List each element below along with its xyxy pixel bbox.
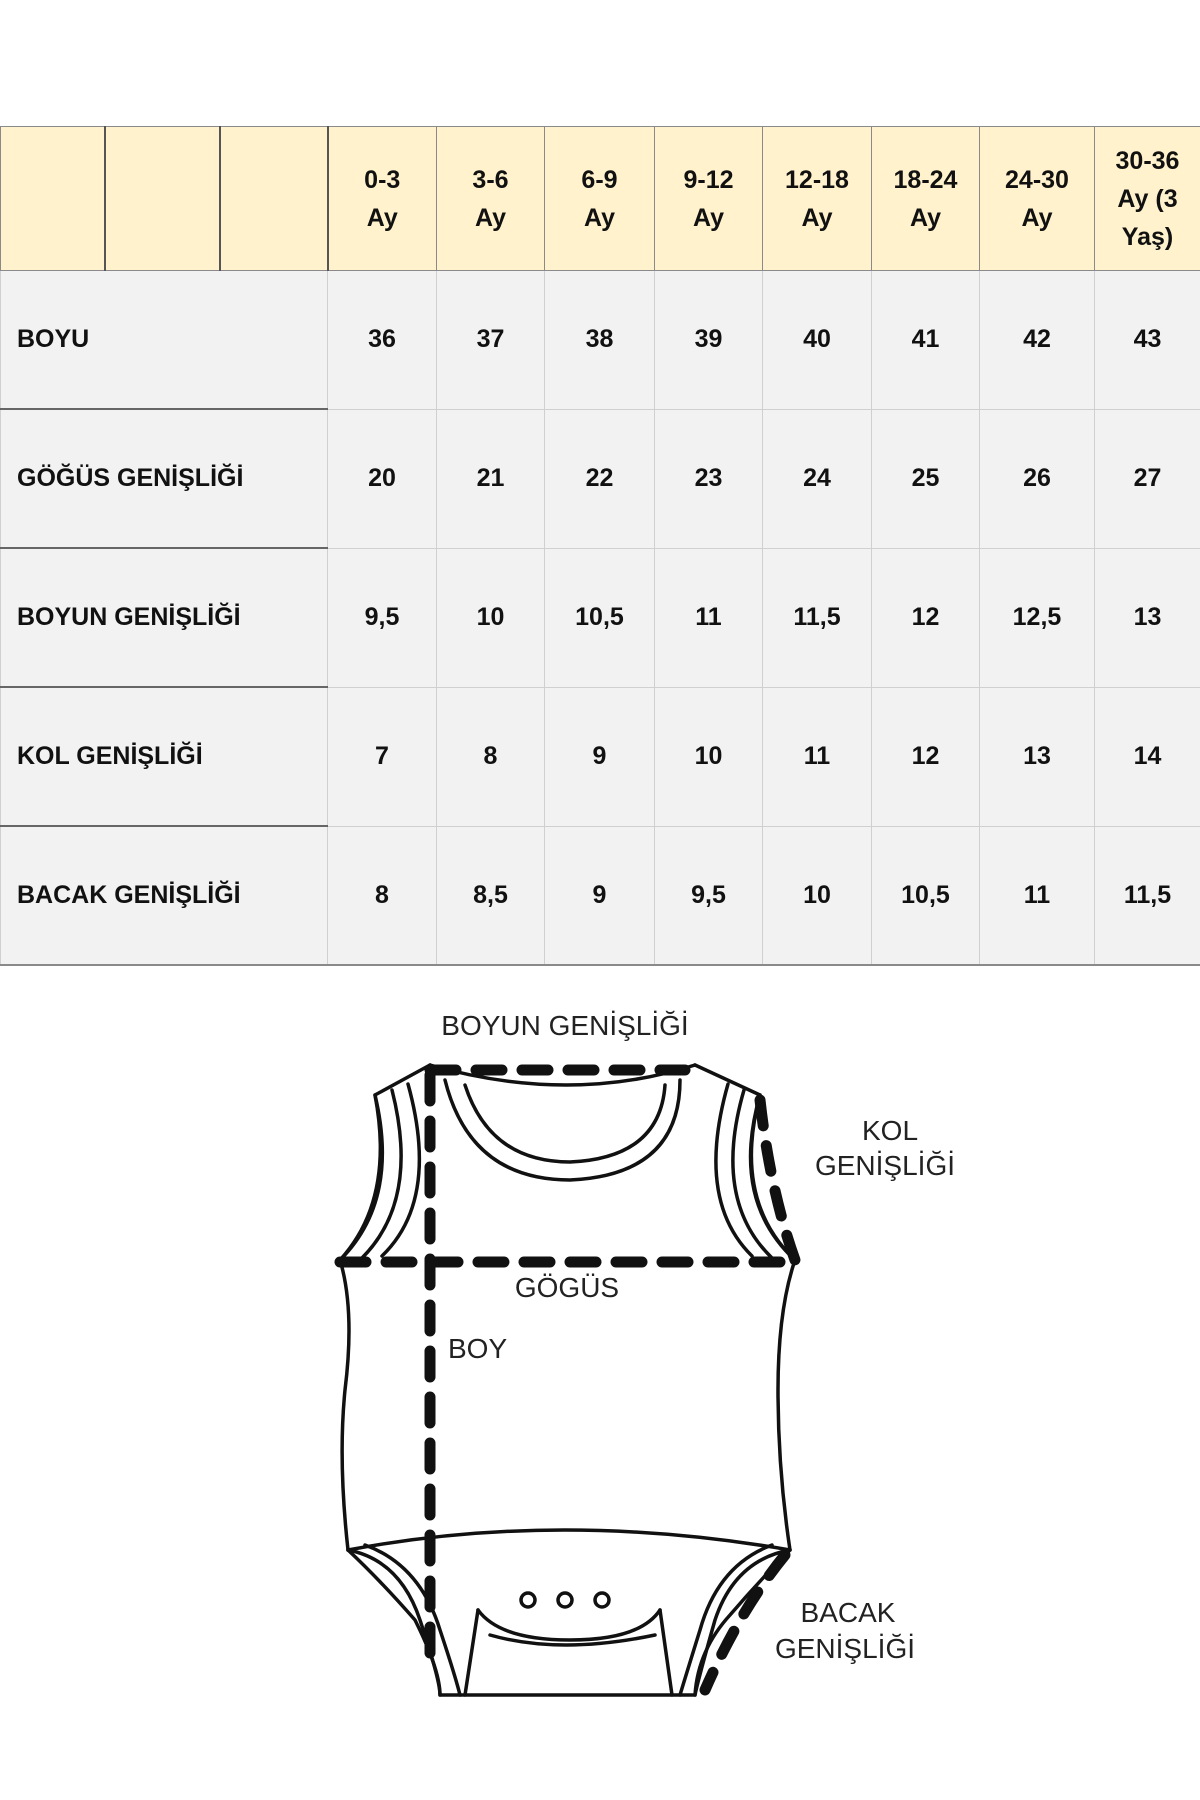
measurement-label: GÖĞÜS GENİŞLİĞİ bbox=[1, 409, 328, 548]
measurement-value: 23 bbox=[655, 409, 763, 548]
size-chart-table bbox=[0, 126, 1200, 966]
measurement-label: BACAK GENİŞLİĞİ bbox=[1, 826, 328, 965]
measurement-value: 22 bbox=[545, 409, 655, 548]
leg-width-guide bbox=[705, 1555, 785, 1690]
bodysuit-outline bbox=[340, 1065, 795, 1695]
measurement-value: 14 bbox=[1095, 687, 1200, 826]
measurement-value: 9 bbox=[545, 687, 655, 826]
size-header-line: 6-9 bbox=[581, 165, 618, 194]
measurement-value: 12 bbox=[872, 548, 980, 687]
sleeve-width-label-line2: GENİŞLİĞİ bbox=[814, 1150, 956, 1181]
snap-button-icon bbox=[558, 1593, 572, 1607]
measurement-row bbox=[1, 826, 1200, 965]
snap-button-icon bbox=[595, 1593, 609, 1607]
measurement-row bbox=[1, 409, 1200, 548]
measurement-value: 8,5 bbox=[437, 826, 545, 965]
size-header-line: 3-6 bbox=[472, 165, 509, 194]
measurement-value: 26 bbox=[980, 409, 1095, 548]
measurement-value: 24 bbox=[763, 409, 872, 548]
size-header-line: Ay bbox=[474, 203, 507, 232]
leg-width-label-line1: BACAK bbox=[800, 1597, 896, 1628]
sleeve-width-guide bbox=[760, 1100, 795, 1260]
size-header-cell bbox=[545, 127, 655, 271]
size-header-cell bbox=[1095, 127, 1200, 271]
measurement-value: 10,5 bbox=[545, 548, 655, 687]
size-header-line: 0-3 bbox=[364, 165, 401, 194]
measurement-value: 10 bbox=[763, 826, 872, 965]
measurement-value: 40 bbox=[763, 271, 872, 410]
measurement-row bbox=[1, 271, 1200, 410]
measurement-value: 13 bbox=[980, 687, 1095, 826]
header-blank-cell bbox=[220, 127, 328, 271]
size-header-line: Ay bbox=[801, 203, 833, 232]
size-header-cell bbox=[980, 127, 1095, 271]
leg-width-label-line2: GENİŞLİĞİ bbox=[774, 1633, 916, 1664]
size-header-line: Ay (3 bbox=[1117, 184, 1178, 213]
measurement-value: 39 bbox=[655, 271, 763, 410]
measurement-value: 25 bbox=[872, 409, 980, 548]
header-blank-cell bbox=[1, 127, 105, 271]
measurement-value: 11,5 bbox=[1095, 826, 1200, 965]
measurement-value: 20 bbox=[328, 409, 437, 548]
measurement-row bbox=[1, 687, 1200, 826]
measurement-value: 9 bbox=[545, 826, 655, 965]
measurement-value: 42 bbox=[980, 271, 1095, 410]
measurement-value: 38 bbox=[545, 271, 655, 410]
size-header-line: 18-24 bbox=[893, 165, 958, 194]
measurement-value: 7 bbox=[328, 687, 437, 826]
size-header-line: Ay bbox=[583, 203, 616, 232]
size-header-line: 9-12 bbox=[683, 165, 734, 194]
size-header-cell bbox=[763, 127, 872, 271]
size-header-line: 12-18 bbox=[785, 165, 849, 194]
neck-width-label: BOYUN GENİŞLİĞİ bbox=[441, 1010, 689, 1041]
size-header-line: 24-30 bbox=[1005, 165, 1069, 194]
measurement-value: 11 bbox=[655, 548, 763, 687]
snap-button-icon bbox=[521, 1593, 535, 1607]
measurement-value: 37 bbox=[437, 271, 545, 410]
measurement-value: 10 bbox=[655, 687, 763, 826]
sleeve-width-label-line1: KOL bbox=[861, 1115, 919, 1146]
size-header-line: Ay bbox=[1021, 203, 1053, 232]
measurement-label: BOYU bbox=[1, 271, 328, 410]
measurement-value: 21 bbox=[437, 409, 545, 548]
measurement-value: 12 bbox=[872, 687, 980, 826]
size-header-line: 30-36 bbox=[1115, 146, 1180, 175]
chest-width-label: GÖGÜS bbox=[514, 1272, 620, 1303]
size-header-line: Ay bbox=[366, 203, 398, 232]
measurement-value: 9,5 bbox=[655, 826, 763, 965]
size-header-line: Yaş) bbox=[1121, 222, 1174, 251]
measurement-value: 8 bbox=[328, 826, 437, 965]
size-header-row bbox=[1, 127, 1200, 271]
size-header-cell bbox=[872, 127, 980, 271]
bodysuit-measurement-diagram bbox=[0, 990, 1200, 1710]
measurement-value: 11,5 bbox=[763, 548, 872, 687]
size-header-line: Ay bbox=[909, 203, 942, 232]
length-label: BOY bbox=[448, 1333, 508, 1364]
size-header-cell bbox=[437, 127, 545, 271]
measurement-value: 11 bbox=[980, 826, 1095, 965]
measurement-value: 36 bbox=[328, 271, 437, 410]
measurement-value: 27 bbox=[1095, 409, 1200, 548]
measurement-value: 41 bbox=[872, 271, 980, 410]
size-header-cell bbox=[655, 127, 763, 271]
measurement-value: 12,5 bbox=[980, 548, 1095, 687]
measurement-value: 10 bbox=[437, 548, 545, 687]
measurement-value: 8 bbox=[437, 687, 545, 826]
size-header-line: Ay bbox=[692, 203, 725, 232]
measurement-value: 10,5 bbox=[872, 826, 980, 965]
measurement-label: KOL GENİŞLİĞİ bbox=[1, 687, 328, 826]
measurement-label: BOYUN GENİŞLİĞİ bbox=[1, 548, 328, 687]
measurement-value: 9,5 bbox=[328, 548, 437, 687]
header-blank-cell bbox=[105, 127, 220, 271]
diagram-labels bbox=[441, 1010, 955, 1664]
measurement-value: 11 bbox=[763, 687, 872, 826]
measurement-value: 43 bbox=[1095, 271, 1200, 410]
size-header-cell bbox=[328, 127, 437, 271]
measurement-value: 13 bbox=[1095, 548, 1200, 687]
measurement-row bbox=[1, 548, 1200, 687]
